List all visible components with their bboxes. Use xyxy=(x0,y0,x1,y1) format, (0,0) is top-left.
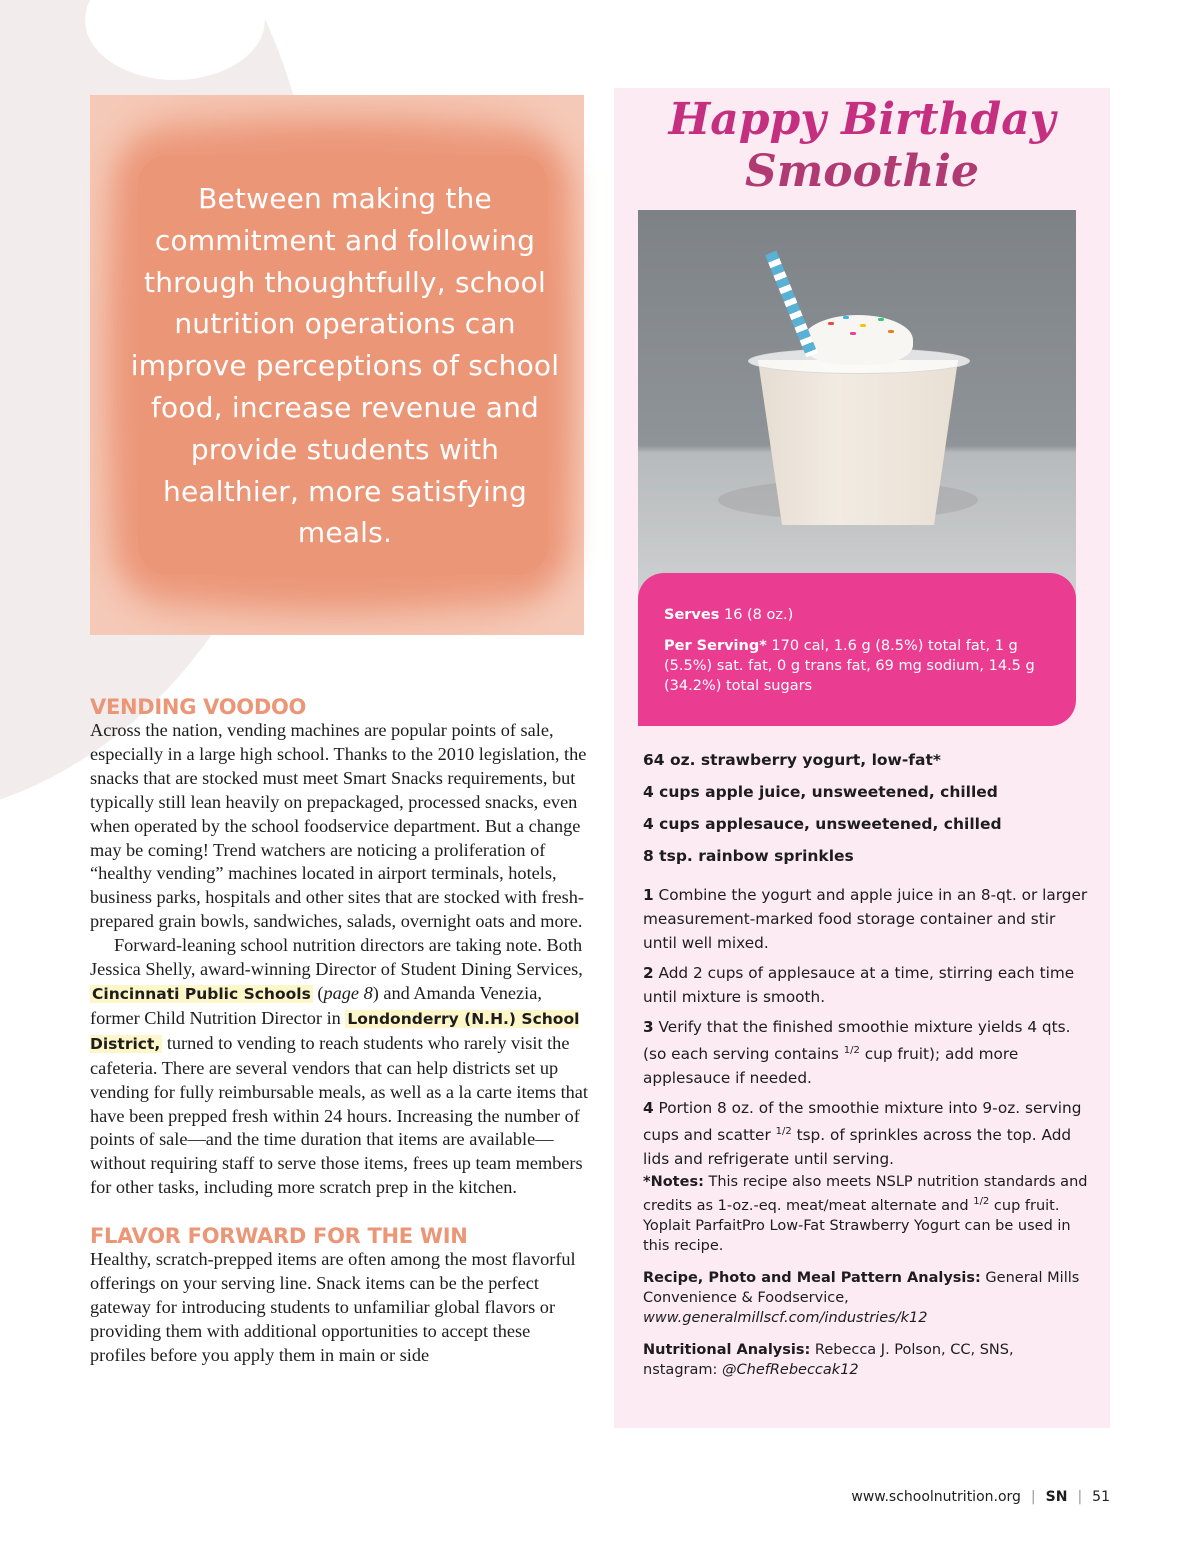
footer-url-link[interactable]: www.schoolnutrition.org xyxy=(851,1489,1021,1505)
para2-text-b: ( xyxy=(312,982,324,1003)
step-1 xyxy=(643,883,1088,955)
para2-text-a: Forward-leaning school nutrition directors are taking note. Both Jessica Shelly, award-winning Director of Student Dining Services, xyxy=(90,935,583,980)
smoothie-cup xyxy=(758,360,958,525)
instagram-handle-link[interactable]: @ChefRebeccak12 xyxy=(722,1361,859,1378)
step-2 xyxy=(643,961,1088,1009)
notes-text-a: This recipe also meets NSLP nutrition standards and credits as 1-oz.-eq. meat/meat alternate and xyxy=(643,1174,1088,1214)
step-number: 1 xyxy=(643,886,654,904)
step-text: Verify that the finished smoothie mixture yields 4 qts. (so each serving contains xyxy=(643,1018,1071,1064)
sprinkle xyxy=(860,324,866,327)
page-reference: page 8 xyxy=(323,982,373,1003)
step-number: 3 xyxy=(643,1018,654,1036)
serves-label: Serves xyxy=(664,607,720,623)
ingredient-item: 8 tsp. rainbow sprinkles xyxy=(643,847,854,865)
recipe-steps xyxy=(643,883,1088,1177)
para2-text-d: turned to vending to reach students who rarely visit the cafeteria. There are several vendors that can help districts set up vending for fully reimbursable meals, as well as a la carte items that have been prepped fresh within 24 hours. Increasing the number of points of sale—and the time duration that items are available—without requiring staff to serve those items, frees up team members for other tasks, including more scratch prep in the kitchen. xyxy=(90,1032,588,1198)
step-3 xyxy=(643,1015,1088,1090)
credit-label: Recipe, Photo and Meal Pattern Analysis: xyxy=(643,1269,981,1286)
smoothie-photo xyxy=(638,210,1076,602)
per-serving-value: 170 cal, 1.6 g (8.5%) total fat, 1 g (5.5%) sat. fat, 0 g trans fat, 69 mg sodium, 14.5 g (34.2%) total sugars xyxy=(664,638,1035,694)
step-text: Portion 8 oz. of the smoothie mixture into 9-oz. serving cups and scatter xyxy=(643,1099,1082,1145)
footer-separator: | xyxy=(1077,1489,1083,1505)
page-number: 51 xyxy=(1092,1489,1110,1505)
section-heading-vending: VENDING VOODOO xyxy=(90,695,307,719)
sprinkle xyxy=(888,330,894,333)
analysis-value: Rebecca J. Polson, CC, SNS, nstagram: xyxy=(643,1341,1014,1378)
highlight-londonderry[interactable]: Londonderry (N.H.) School District, xyxy=(90,1009,580,1053)
recipe-title xyxy=(614,94,1110,198)
section-heading-flavor: FLAVOR FORWARD FOR THE WIN xyxy=(90,1224,468,1249)
sprinkle xyxy=(843,316,849,319)
magazine-abbrev: SN xyxy=(1045,1489,1068,1505)
step-text: tsp. of sprinkles across the top. Add lids and refrigerate until serving. xyxy=(643,1126,1072,1169)
step-text: Add 2 cups of applesauce at a time, stirring each time until mixture is smooth. xyxy=(643,964,1075,1006)
sprinkle xyxy=(828,322,834,325)
article-paragraph-3: Healthy, scratch-prepped items are often among the most flavorful offerings on your serving line. Snack items can be the perfect gateway for introducing students to unfamiliar global flavors or providing them with additional opportunities to accept these profiles before you apply them in main or side xyxy=(90,1249,576,1365)
para2-text-c: ) and Amanda Venezia, former Child Nutrition Director in xyxy=(90,982,542,1028)
ingredient-item: 64 oz. strawberry yogurt, low-fat* xyxy=(643,751,942,769)
article-paragraph-2 xyxy=(90,934,590,1200)
nutrition-info xyxy=(664,605,1064,707)
step-4 xyxy=(643,1096,1088,1171)
recipe-notes xyxy=(643,1172,1088,1392)
whipped-cream xyxy=(803,315,913,365)
fraction: 1/2 xyxy=(973,1196,990,1207)
ingredient-item: 4 cups apple juice, unsweetened, chilled xyxy=(643,783,998,801)
article-paragraph-1: Across the nation, vending machines are popular points of sale, especially in a large high school. Thanks to the 2010 legislation, the snacks that are stocked must meet Smart Snacks requirements, but typically still lean heavily on prepackaged, processed snacks, even when operated by the school foodservice department. But a change may be coming! Trend watchers are noticing a proliferation of “healthy vending” machines located in airport terminals, hotels, business parks, hospitals and other sites that are stocked with fresh-prepared grain bowls, sandwiches, salads, overnight oats and more. xyxy=(90,720,587,932)
fraction: 1/2 xyxy=(775,1126,792,1138)
step-text: Combine the yogurt and apple juice in an 8-qt. or larger measurement-marked food storage container and stir until well mixed. xyxy=(643,886,1088,952)
striped-straw xyxy=(765,251,817,357)
step-text: cup fruit); add more applesauce if needed. xyxy=(643,1045,1019,1088)
per-serving-label: Per Serving* xyxy=(664,638,767,654)
recipe-title-line1: Happy Birthday xyxy=(668,94,1056,145)
serves-value: 16 (8 oz.) xyxy=(719,607,794,623)
step-number: 2 xyxy=(643,964,654,982)
ingredient-item: 4 cups applesauce, unsweetened, chilled xyxy=(643,815,1002,833)
pull-quote-text: Between making the commitment and following through thoughtfully, school nutrition operations can improve perceptions of school food, increase revenue and provide students with healthier, more satisfying meals. xyxy=(130,182,560,550)
step-number: 4 xyxy=(643,1099,654,1118)
credit-value: General Mills Convenience & Foodservice, xyxy=(643,1269,1080,1306)
page-footer xyxy=(851,1489,1110,1505)
recipe-title-line2: Smoothie xyxy=(744,146,980,197)
article-column xyxy=(90,695,590,1368)
notes-text-b: cup fruit. Yoplait ParfaitPro Low-Fat Strawberry Yogurt can be used in this recipe. xyxy=(643,1197,1071,1254)
ingredients-list xyxy=(643,744,1083,872)
notes-label: *Notes: xyxy=(643,1174,704,1190)
credit-url-link[interactable]: www.generalmillscf.com/industries/k12 xyxy=(643,1309,928,1326)
sprinkle xyxy=(850,332,856,335)
analysis-label: Nutritional Analysis: xyxy=(643,1341,811,1358)
footer-separator: | xyxy=(1030,1489,1036,1505)
highlight-cincinnati[interactable]: Cincinnati Public Schools xyxy=(92,984,311,1003)
fraction: 1/2 xyxy=(843,1045,860,1056)
sprinkle xyxy=(878,318,884,321)
